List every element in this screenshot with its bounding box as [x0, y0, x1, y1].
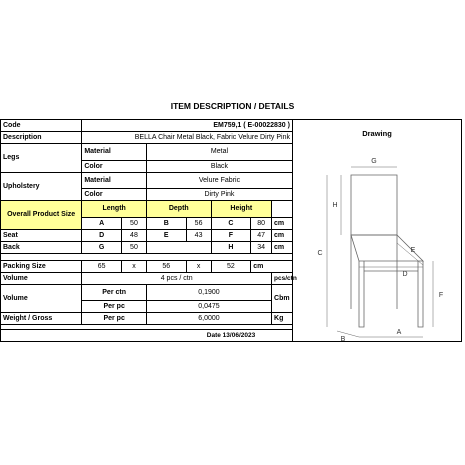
- drawing-label: Drawing: [362, 129, 392, 138]
- label-g: G: [371, 158, 377, 165]
- item-details-table: [0, 119, 462, 342]
- date-stamp: Date 13/06/2023: [1, 330, 462, 342]
- legs-color-label: Color: [82, 160, 147, 172]
- volume-pcs-label: Volume: [1, 272, 82, 284]
- back-h-letter: H: [211, 241, 251, 253]
- overall-b-letter: B: [146, 217, 186, 229]
- volume-per-ctn-label: Per ctn: [82, 284, 147, 301]
- drawing-area: [292, 120, 461, 342]
- back-g-value: 50: [121, 241, 146, 253]
- label-d: D: [402, 271, 408, 278]
- seat-f-letter: F: [211, 229, 251, 241]
- label-b: B: [340, 336, 346, 343]
- seat-d-letter: D: [82, 229, 122, 241]
- upholstery-material-label: Material: [82, 172, 147, 189]
- overall-unit: cm: [272, 217, 293, 229]
- legs-material-value: Metal: [146, 144, 292, 161]
- legs-material-label: Material: [82, 144, 147, 161]
- seat-label: Seat: [1, 229, 82, 241]
- description-label: Description: [1, 132, 82, 144]
- seat-e-value: 43: [186, 229, 211, 241]
- code-label: Code: [1, 120, 82, 132]
- volume-cbm-unit: Cbm: [272, 284, 293, 313]
- label-h: H: [332, 202, 338, 209]
- legs-color-value: Black: [146, 160, 292, 172]
- volume-per-ctn-value: 0,1900: [146, 284, 271, 301]
- label-f: F: [438, 292, 444, 299]
- weight-per-pc-label: Per pc: [82, 313, 147, 325]
- overall-b-value: 56: [186, 217, 211, 229]
- volume-per-pc-label: Per pc: [82, 301, 147, 313]
- chair-drawing: [299, 151, 455, 341]
- weight-unit: Kg: [272, 313, 293, 325]
- code-value: EM759,1 ( E-00022830 ): [82, 120, 293, 132]
- label-a: A: [396, 329, 402, 336]
- packing-unit: cm: [251, 260, 293, 272]
- chair-back-outline: [351, 175, 397, 235]
- label-e: E: [410, 247, 416, 254]
- weight-label: Weight / Gross: [1, 313, 82, 325]
- depth-header: Depth: [146, 201, 211, 218]
- upholstery-color-value: Dirty Pink: [146, 189, 292, 201]
- seat-unit: cm: [272, 229, 293, 241]
- row-date: [1, 330, 462, 342]
- row-code: [1, 120, 462, 132]
- seat-e-letter: E: [146, 229, 186, 241]
- overall-c-value: 80: [251, 217, 272, 229]
- upholstery-material-value: Velure Fabric: [146, 172, 292, 189]
- seat-f-value: 47: [251, 229, 272, 241]
- weight-value: 6,0000: [146, 313, 271, 325]
- overall-header-blank: [272, 201, 293, 218]
- back-h-value: 34: [251, 241, 272, 253]
- overall-size-label: Overall Product Size: [1, 201, 82, 230]
- spacer: [1, 253, 293, 260]
- upholstery-color-label: Color: [82, 189, 147, 201]
- packing-x2: x: [186, 260, 211, 272]
- volume-pcs-value: 4 pcs / ctn: [82, 272, 272, 284]
- chair-front-right-leg: [418, 261, 423, 327]
- back-g-letter: G: [82, 241, 122, 253]
- overall-c-letter: C: [211, 217, 251, 229]
- description-value: BELLA Chair Metal Black, Fabric Velure Dirty Pink: [82, 132, 293, 144]
- packing-depth: 56: [146, 260, 186, 272]
- overall-a-letter: A: [82, 217, 122, 229]
- document-title: ITEM DESCRIPTION / DETAILS: [170, 101, 295, 111]
- packing-label: Packing Size: [1, 260, 82, 272]
- packing-x1: x: [121, 260, 146, 272]
- packing-height: 52: [211, 260, 251, 272]
- length-header: Length: [82, 201, 147, 218]
- volume-cbm-label: Volume: [1, 284, 82, 313]
- seat-d-value: 48: [121, 229, 146, 241]
- legs-label: Legs: [1, 144, 82, 173]
- chair-front-left-leg: [359, 261, 364, 327]
- back-label: Back: [1, 241, 82, 253]
- label-c: C: [317, 250, 323, 257]
- height-header: Height: [211, 201, 271, 218]
- back-unit: cm: [272, 241, 293, 253]
- back-blank: [146, 241, 211, 253]
- volume-per-pc-value: 0,0475: [146, 301, 271, 313]
- volume-pcs-unit: pcs/ctn: [272, 272, 293, 284]
- upholstery-label: Upholstery: [1, 172, 82, 201]
- packing-length: 65: [82, 260, 122, 272]
- overall-a-value: 50: [121, 217, 146, 229]
